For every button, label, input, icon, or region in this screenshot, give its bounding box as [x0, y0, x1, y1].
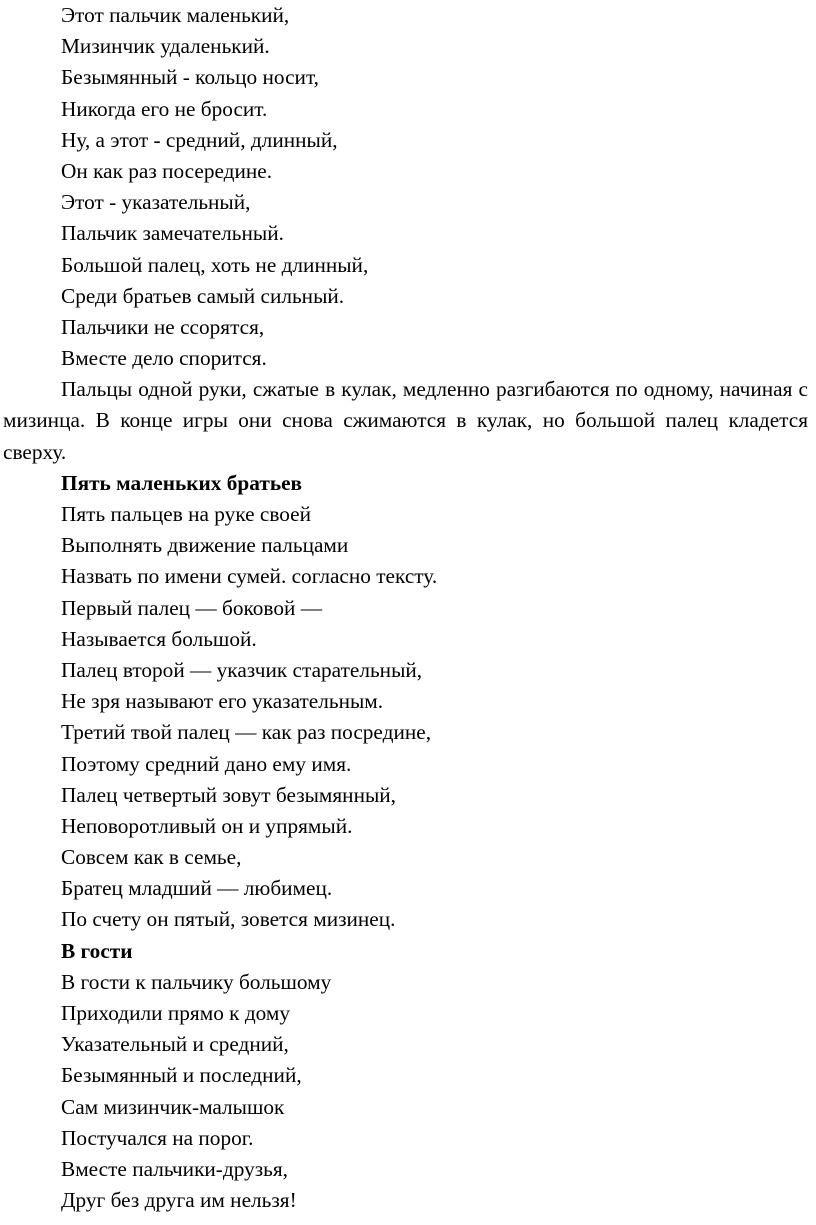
poem-line: Не зря называют его указательным. — [61, 689, 384, 714]
instruction-paragraph: Пальцы одной руки, сжатые в кулак, медленно разгибаются по одному, начиная с мизинца. В конце игры они снова сжимаются в кулак, но большой палец кладется сверху. — [3, 377, 808, 464]
poem-line: Братец младший — любимец. — [61, 876, 333, 901]
poem-line: Большой палец, хоть не длинный, — [61, 252, 369, 277]
poem-line: Совсем как в семье, — [61, 845, 242, 870]
poem-line: Пальчик замечательный. — [61, 221, 284, 246]
poem-line: Ну, а этот - средний, длинный, — [61, 127, 338, 152]
poem-line: Указательный и средний, — [61, 1032, 289, 1057]
poem-line: Вместе дело спорится. — [61, 346, 267, 371]
poem-line: Приходили прямо к дому — [61, 1001, 291, 1026]
poem-line: Пальчики не ссорятся, — [61, 314, 265, 339]
poem-line: В гости к пальчику большому — [61, 969, 332, 994]
poem-line: Выполнять движение пальцами — [61, 533, 349, 558]
poem-line: Сам мизинчик-малышок — [61, 1094, 285, 1119]
poem-line: Безымянный и последний, — [61, 1063, 302, 1088]
poem-line: Называется большой. — [61, 626, 257, 651]
poem-line: Первый палец — боковой — — [61, 595, 323, 620]
poem-line: Палец четвертый зовут безымянный, — [61, 782, 397, 807]
poem-line: Никогда его не бросит. — [61, 96, 268, 121]
poem-line: Постучался на порог. — [61, 1125, 254, 1150]
poem-line: Неповоротливый он и упрямый. — [61, 813, 353, 838]
poem-line: Назвать по имени сумей. согласно тексту. — [61, 564, 438, 589]
poem-line: Этот пальчик маленький, — [61, 3, 290, 27]
poem-line: Друг без друга им нельзя! — [61, 1188, 297, 1213]
poem-title: Пять маленьких братьев — [61, 470, 303, 495]
poem-line: Вместе пальчики-друзья, — [61, 1156, 288, 1181]
poem-visiting — [3, 936, 810, 1217]
poem-line: Среди братьев самый сильный. — [61, 283, 345, 308]
poem-title: В гости — [61, 938, 133, 963]
poem-line: По счету он пятый, зовется мизинец. — [61, 907, 396, 932]
poem-line: Он как раз посередине. — [61, 158, 273, 183]
poem-line: Пять пальцев на руке своей — [61, 502, 312, 527]
poem-line: Третий твой палец — как раз посредине, — [61, 720, 432, 745]
poem-line: Поэтому средний дано ему имя. — [61, 751, 352, 776]
poem-line: Палец второй — указчик старательный, — [61, 657, 423, 682]
poem-line: Этот - указательный, — [61, 190, 251, 215]
poem-line: Мизинчик удаленький. — [61, 34, 270, 59]
poem-line: Безымянный - кольцо носит, — [61, 65, 319, 90]
poem-fingers — [3, 0, 810, 374]
poem-five-brothers — [3, 468, 810, 936]
